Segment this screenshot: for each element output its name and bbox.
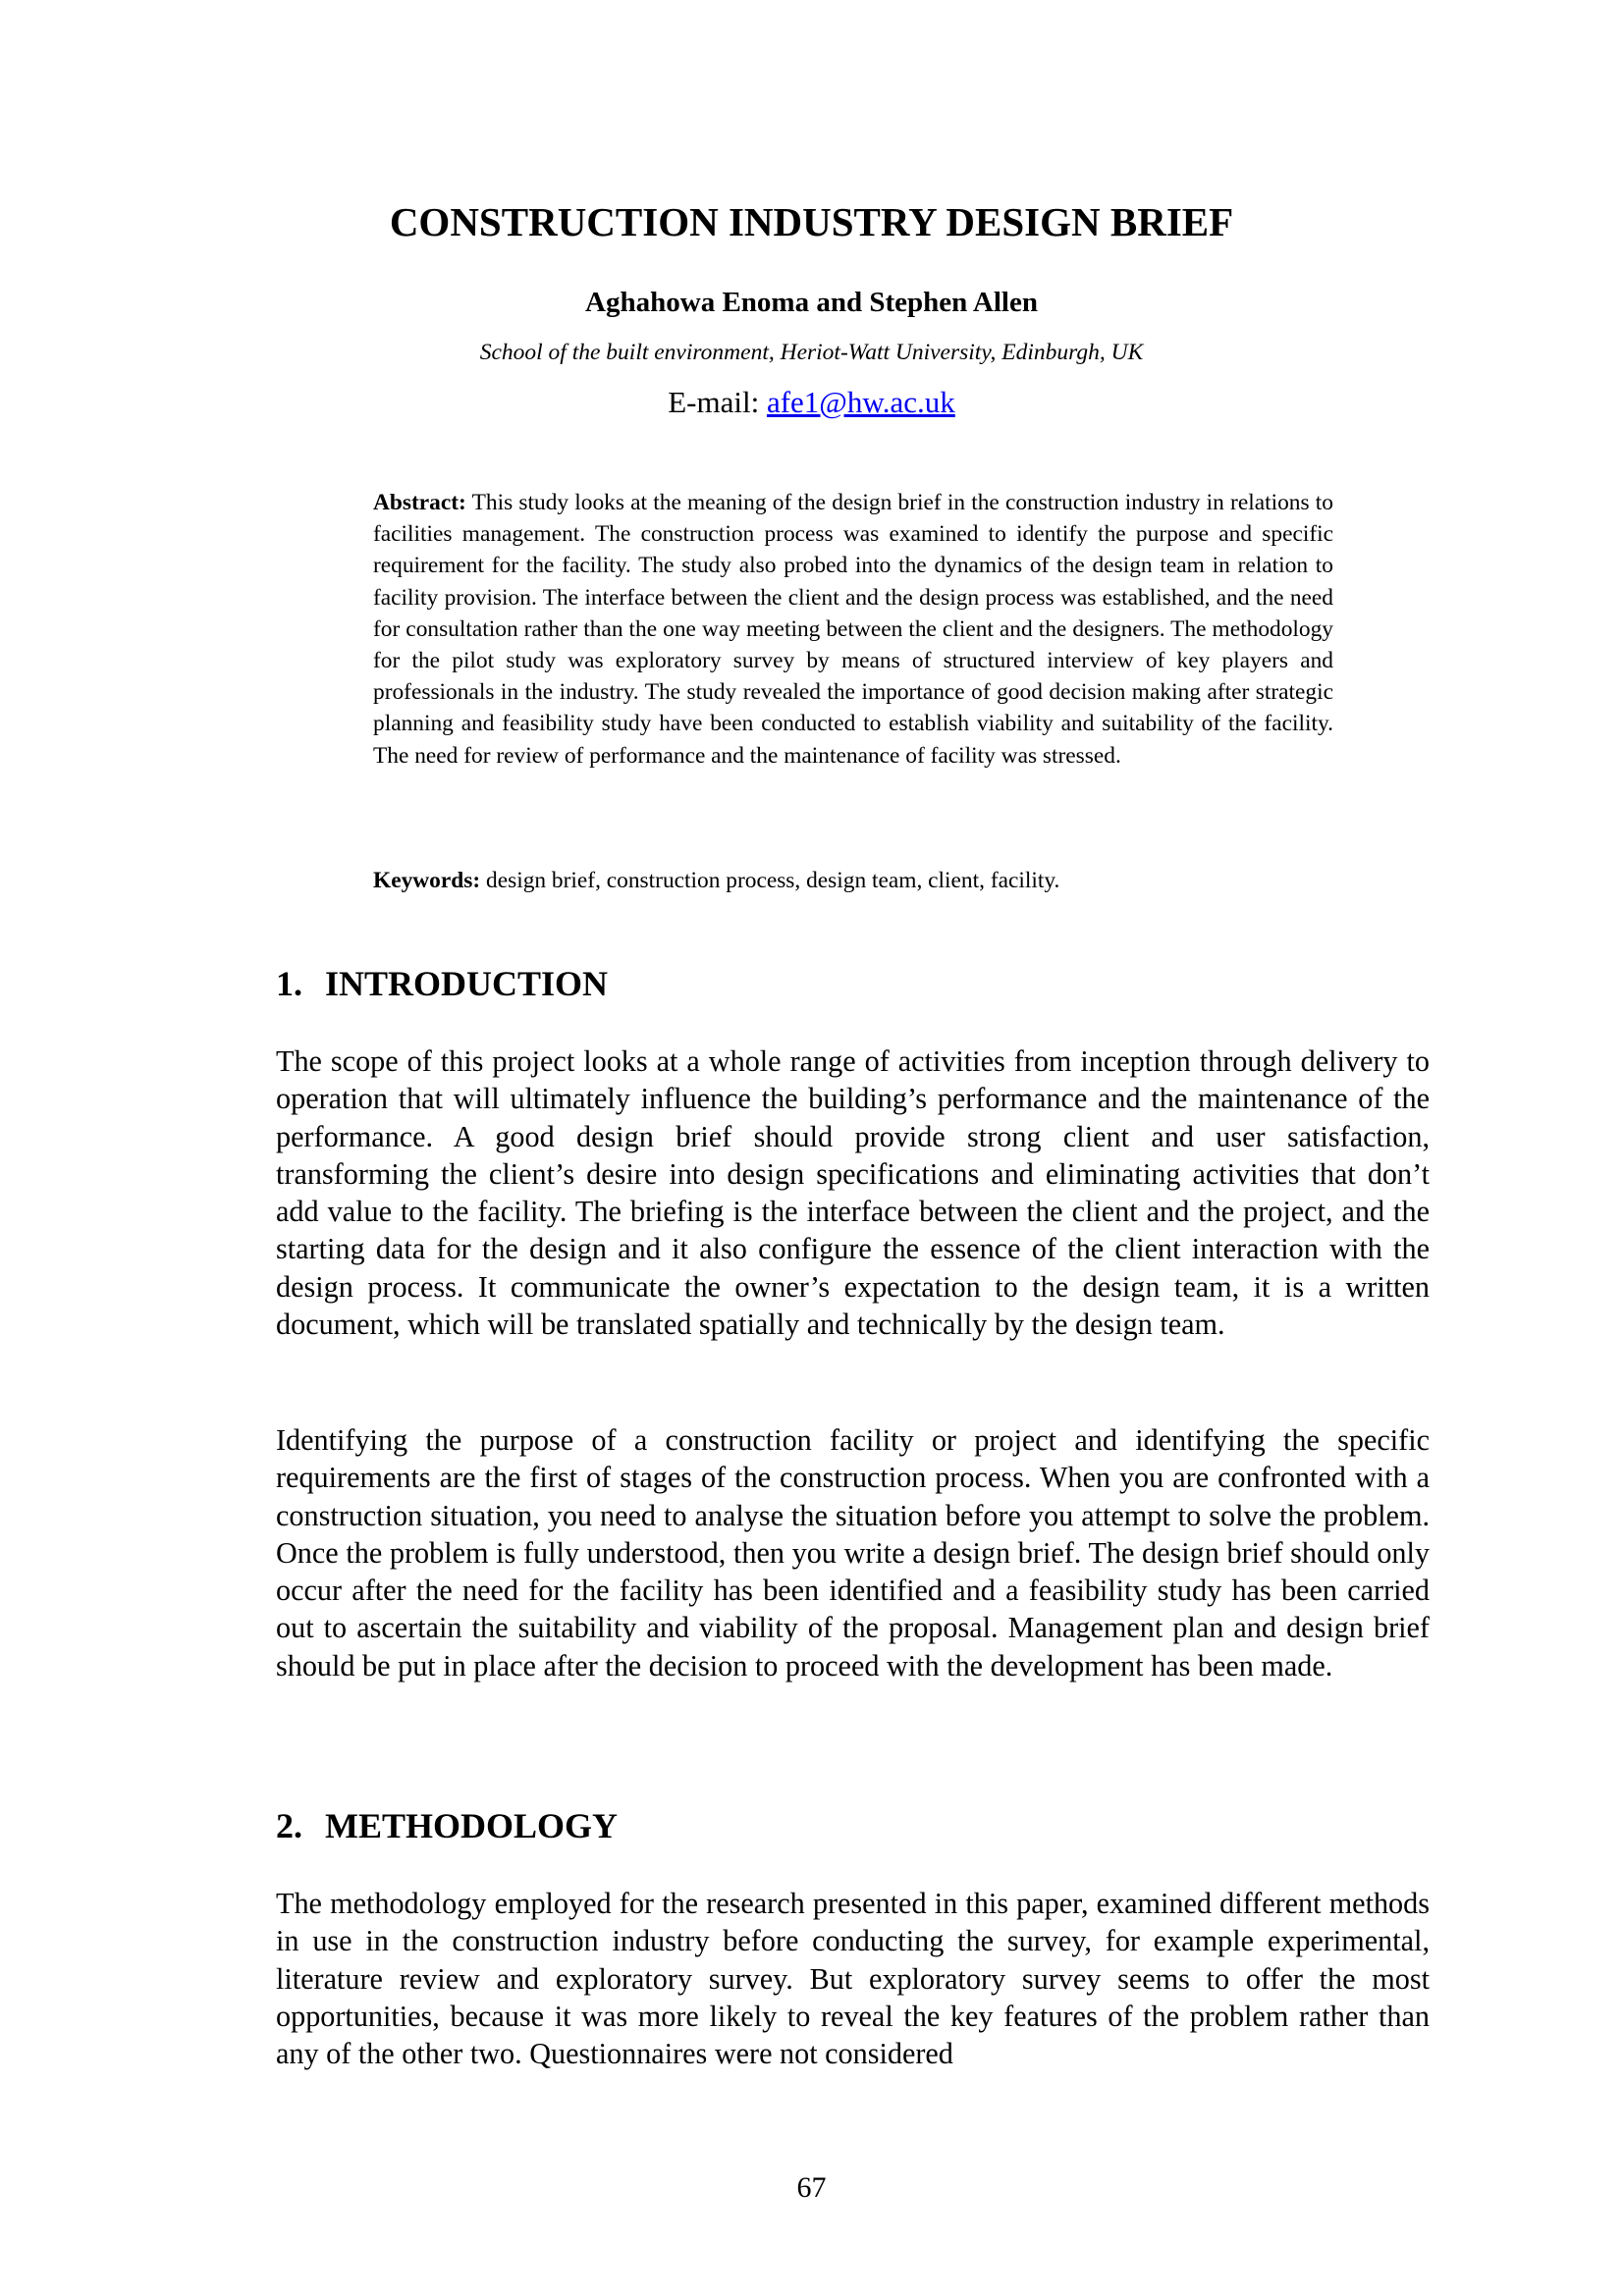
paragraph: The scope of this project looks at a whole range of activities from inception through delivery to operation that will ultimately influence the building’s performance and the maintenance of the performance. A good design brief should provide strong client and user satisfaction, transforming the client’s desire into design specifications and eliminating activities that don’t add value to the facility. The briefing is the interface between the client and the project, and the starting data for the design and it also configure the essence of the client interaction with the design process. It communicate the owner’s expectation to the design team, it is a written document, which will be translated spatially and technically by the design team. xyxy=(276,1044,1430,1342)
section-number: 2. xyxy=(276,1806,302,1845)
section-title: INTRODUCTION xyxy=(325,964,609,1003)
email-label: E-mail: xyxy=(668,385,760,419)
author-email xyxy=(0,383,1623,422)
page-number: 67 xyxy=(796,2171,827,2204)
paragraph: Identifying the purpose of a construction facility or project and identifying the specific requirements are the first of stages of the construction process. When you are confronted with a construction situation, you need to analyse the situation before you attempt to solve the problem. Once the problem is fully understood, then you write a design brief. The design brief should only occur after the need for the facility has been identified and a feasibility study has been carried out to ascertain the suitability and viability of the proposal. Management plan and design brief should be put in place after the decision to proceed with the development has been made. xyxy=(276,1423,1430,1682)
abstract-label: Abstract: xyxy=(373,490,466,515)
keywords-text: design brief, construction process, design team, client, facility. xyxy=(486,868,1060,893)
section-number: 1. xyxy=(276,964,302,1003)
keywords xyxy=(373,865,1333,896)
section-heading-introduction xyxy=(276,962,608,1005)
paragraph: The methodology employed for the research presented in this paper, examined different methods in use in the construction industry before conducting the survey, for example experimental, literature review and exploratory survey. But exploratory survey seems to offer the most opportunities, because it was more likely to reveal the key features of the problem rather than any of the other two. Questionnaires were not considered xyxy=(276,1887,1430,2071)
paper-authors: Aghahowa Enoma and Stephen Allen xyxy=(585,287,1038,318)
paper-title: CONSTRUCTION INDUSTRY DESIGN BRIEF xyxy=(389,199,1234,244)
email-link[interactable]: afe1@hw.ac.uk xyxy=(766,385,955,419)
section-title: METHODOLOGY xyxy=(325,1806,619,1845)
abstract xyxy=(373,487,1333,772)
section-heading-methodology xyxy=(276,1804,618,1847)
keywords-label: Keywords: xyxy=(373,868,481,893)
abstract-text: This study looks at the meaning of the design brief in the construction industry in relations to facilities management. The construction process was examined to identify the purpose and specific requirement for the facility. The study also probed into the dynamics of the design team in relation to facility provision. The interface between the client and the design process was established, and the need for consultation rather than the one way meeting between the client and the designers. The methodology for the pilot study was exploratory survey by means of structured interview of key players and professionals in the industry. The study revealed the importance of good decision making after strategic planning and feasibility study have been conducted to establish viability and suitability of the facility. The need for review of performance and the maintenance of facility was stressed. xyxy=(373,490,1333,769)
author-affiliation: School of the built environment, Heriot-Watt University, Edinburgh, UK xyxy=(479,340,1144,365)
